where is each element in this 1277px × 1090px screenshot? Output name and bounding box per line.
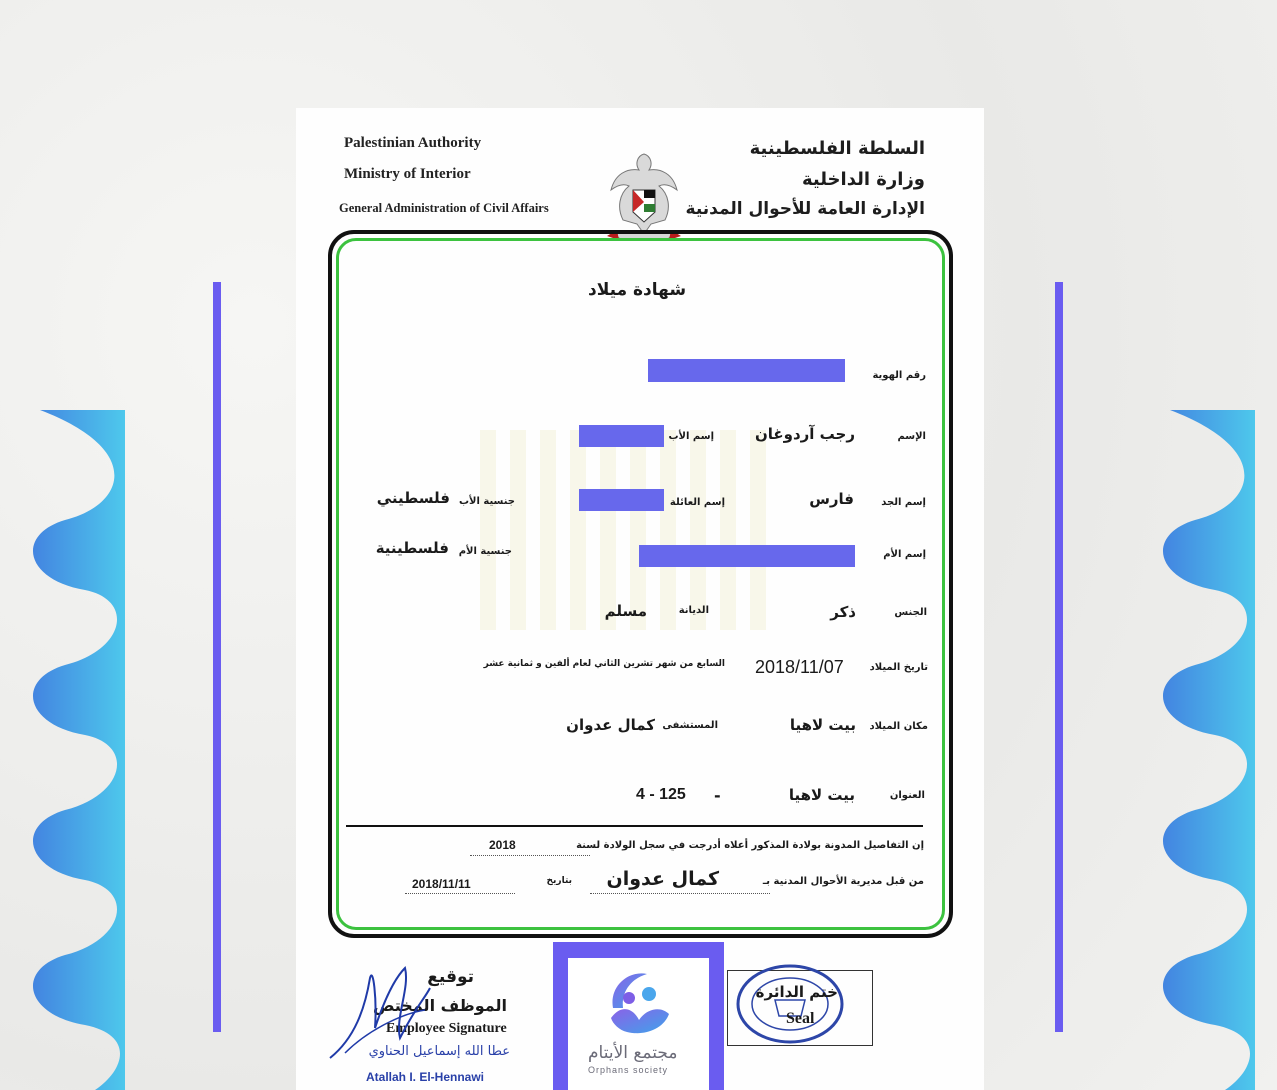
footer-divider: [346, 825, 923, 827]
gender-value: ذكر: [830, 603, 856, 621]
left-wave-decoration: [30, 410, 130, 1090]
orphans-logo-ar: مجتمع الأيتام: [588, 1043, 678, 1063]
mother-name-label: إسم الأم: [883, 549, 926, 560]
register-year: 2018: [489, 838, 516, 852]
redacted-mother-name: [639, 545, 855, 567]
mother-nationality-value: فلسطينية: [375, 539, 449, 557]
id-label: رقم الهوية: [872, 370, 926, 381]
address-dash: -: [714, 786, 721, 805]
dob-in-words: السابع من شهر تشرين الثاني لعام ألفين و ثمانية عشر: [483, 659, 725, 669]
left-accent-bar: [213, 282, 221, 1032]
dob-label: تاريخ الميلاد: [869, 662, 928, 673]
right-wave-decoration: [1160, 410, 1260, 1090]
right-accent-bar: [1055, 282, 1063, 1032]
register-year-line: [470, 855, 590, 856]
mother-nationality-label: جنسية الأم: [458, 546, 512, 557]
official-stamp-icon: [735, 960, 845, 1045]
header-ar-ministry: وزارة الداخلية: [801, 169, 925, 190]
redacted-family-name: [579, 489, 664, 511]
header-en-admin: General Administration of Civil Affairs: [339, 201, 549, 215]
religion-label: الديانة: [678, 605, 709, 616]
address-city: بيت لاهيا: [788, 786, 855, 804]
redacted-id: [648, 359, 845, 382]
name-value: رجب آردوغان: [754, 425, 855, 443]
date-line: [405, 893, 515, 894]
seal-en-label: Seal: [786, 1010, 815, 1027]
orphans-logo-icon: [603, 968, 675, 1038]
date-label: بتاريخ: [546, 876, 572, 886]
signature-ar-employee: الموظف المختص: [372, 996, 507, 1015]
hospital-value: كمال عدوان: [566, 716, 655, 734]
religion-value: مسلم: [604, 602, 647, 620]
redacted-father-name: [579, 425, 664, 447]
address-number: 4 - 125: [636, 786, 686, 803]
header-ar-admin: الإدارة العامة للأحوال المدنية: [685, 199, 925, 219]
signature-en-label: Employee Signature: [386, 1021, 507, 1036]
pob-label: مكان الميلاد: [869, 721, 928, 732]
signature-ar-name: عطا الله إسماعيل الحناوي: [368, 1044, 510, 1059]
watermark: [480, 430, 780, 630]
address-label: العنوان: [889, 790, 925, 801]
seal-ar-label: ختم الدائرة: [755, 983, 838, 1001]
header-ar-authority: السلطة الفلسطينية: [749, 138, 925, 159]
eagle-emblem-icon: [607, 150, 681, 242]
grandfather-value: فارس: [809, 490, 854, 508]
signature-en-name: Atallah I. El-Hennawi: [366, 1070, 485, 1084]
father-nationality-label: جنسية الأب: [458, 496, 515, 507]
register-statement: إن التفاصيل المدونة بولادة المذكور أعلاه أدرجت في سجل الولادة لسنة: [576, 840, 924, 851]
orphans-logo-en: Orphans society: [588, 1065, 669, 1075]
directorate-value: كمال عدوان: [606, 868, 719, 890]
family-name-label: إسم العائلة: [669, 497, 725, 508]
certificate-title: شهادة ميلاد: [588, 280, 687, 300]
header-en-authority: Palestinian Authority: [344, 135, 482, 151]
signature-ar-sign: توقيع: [427, 967, 474, 987]
pob-value: بيت لاهيا: [789, 716, 856, 734]
handwritten-signature: [325, 958, 435, 1068]
dob-value: 2018/11/07: [755, 657, 844, 677]
header-en-ministry: Ministry of Interior: [344, 166, 471, 182]
name-label: الإسم: [897, 431, 926, 442]
directorate-label: من قبل مديرية الأحوال المدنية بـ: [762, 876, 924, 887]
gender-label: الجنس: [894, 607, 927, 618]
directorate-line: [590, 893, 770, 894]
father-name-label: إسم الأب: [668, 431, 714, 442]
grandfather-label: إسم الجد: [881, 497, 926, 508]
date-value: 2018/11/11: [412, 877, 471, 891]
hospital-label: المستشفى: [662, 720, 718, 731]
father-nationality-value: فلسطيني: [376, 489, 450, 507]
